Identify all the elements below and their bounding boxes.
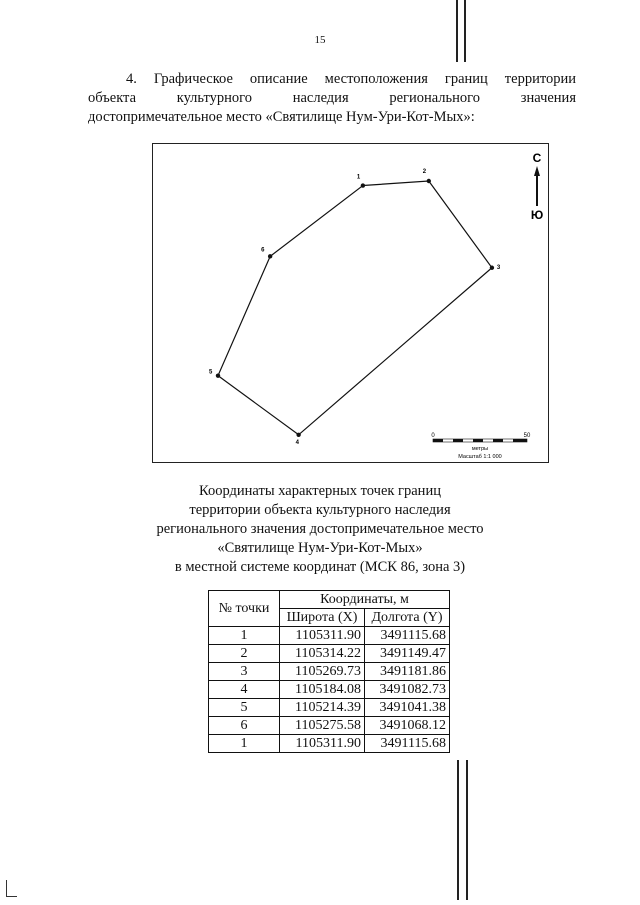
scale-end: 50 <box>523 433 531 439</box>
caption-line: Координаты характерных точек границ <box>199 483 441 499</box>
cell-point: 5 <box>209 699 280 717</box>
cell-lat: 1105214.39 <box>280 699 365 717</box>
boundary-point-1 <box>361 183 365 187</box>
cell-lon: 3491115.68 <box>365 735 450 753</box>
binding-line <box>457 760 459 900</box>
table-row <box>209 645 450 663</box>
cell-lon: 3491068.12 <box>365 717 450 735</box>
scale-start: 0 <box>431 433 435 439</box>
boundary-point-5 <box>216 373 220 377</box>
table-row <box>209 627 450 645</box>
section-heading <box>88 70 576 127</box>
cell-point: 1 <box>209 735 280 753</box>
cell-point: 3 <box>209 663 280 681</box>
south-label: Ю <box>530 208 544 222</box>
north-arrow-icon <box>531 151 543 222</box>
boundary-map-canvas <box>153 144 550 464</box>
boundary-point-label: 1 <box>356 174 361 181</box>
cell-lon: 3491149.47 <box>365 645 450 663</box>
boundary-point-label: 3 <box>496 264 501 271</box>
cell-point: 4 <box>209 681 280 699</box>
scale-bar <box>431 433 531 460</box>
coordinates-table <box>208 590 450 753</box>
cell-lon: 3491181.86 <box>365 663 450 681</box>
boundary-point-2 <box>427 179 431 183</box>
cell-lon: 3491115.68 <box>365 627 450 645</box>
header-lon: Долгота (Y) <box>365 609 450 627</box>
table-row <box>209 735 450 753</box>
boundary-point-label: 2 <box>422 169 427 175</box>
table-row <box>209 699 450 717</box>
section-line: 4. Графическое описание местоположения границ территории <box>126 71 576 87</box>
scale-text: Масштаб 1:1 000 <box>458 454 502 460</box>
header-coords: Координаты, м <box>280 591 450 609</box>
table-row <box>209 681 450 699</box>
cell-lon: 3491082.73 <box>365 681 450 699</box>
caption-line: территории объекта культурного наследия <box>189 502 451 518</box>
boundary-point-label: 4 <box>295 439 299 446</box>
binding-line <box>456 0 458 62</box>
caption-line: «Святилище Нум-Ури-Кот-Мых» <box>217 540 423 556</box>
binding-line <box>466 760 468 900</box>
cell-point: 1 <box>209 627 280 645</box>
section-line: объекта культурного наследия регионального значения <box>88 90 576 106</box>
boundary-point-6 <box>268 254 272 258</box>
cell-lat: 1105275.58 <box>280 717 365 735</box>
boundary-point-4 <box>296 433 300 437</box>
caption-line: регионального значения достопримечательное место <box>156 521 484 537</box>
table-row <box>209 663 450 681</box>
cell-point: 2 <box>209 645 280 663</box>
cell-lat: 1105314.22 <box>280 645 365 663</box>
table-row <box>209 717 450 735</box>
boundary-polygon <box>218 181 492 435</box>
header-lat: Широта (X) <box>280 609 365 627</box>
boundary-point-label: 6 <box>261 247 265 254</box>
coordinates-caption <box>120 482 520 577</box>
boundary-map <box>152 143 549 463</box>
cell-lon: 3491041.38 <box>365 699 450 717</box>
corner-mark <box>6 880 17 897</box>
boundary-point-3 <box>490 266 494 270</box>
cell-lat: 1105269.73 <box>280 663 365 681</box>
cell-lat: 1105311.90 <box>280 627 365 645</box>
cell-lat: 1105311.90 <box>280 735 365 753</box>
north-label: С <box>532 151 542 165</box>
caption-line: в местной системе координат (МСК 86, зона 3) <box>174 559 466 575</box>
header-point: № точки <box>209 591 280 627</box>
scale-unit: метры <box>471 446 489 452</box>
cell-lat: 1105184.08 <box>280 681 365 699</box>
page-number: 15 <box>314 34 326 46</box>
boundary-point-label: 5 <box>209 369 213 376</box>
binding-line <box>464 0 466 62</box>
cell-point: 6 <box>209 717 280 735</box>
section-line: достопримечательное место «Святилище Нум-Ури-Кот-Мых»: <box>88 109 475 125</box>
